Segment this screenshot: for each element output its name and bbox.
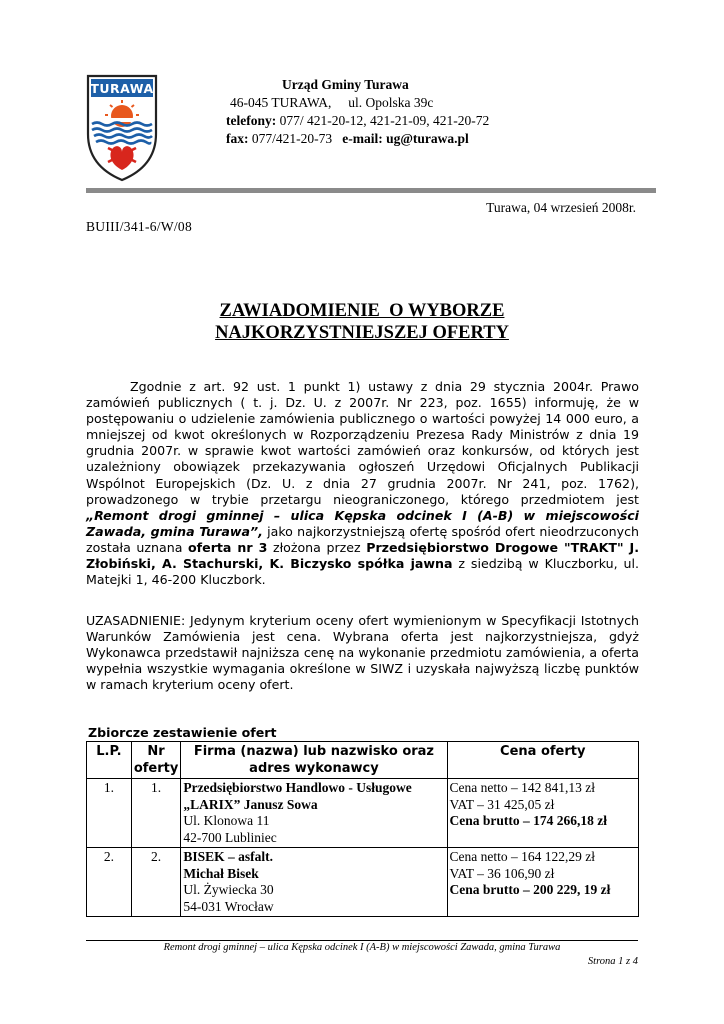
cell-lp: 1. <box>87 779 132 848</box>
fax-value: 077/421-20-73 <box>248 131 333 146</box>
price-vat: VAT – 31 425,05 zł <box>449 796 555 812</box>
p1-offer: oferta nr 3 <box>188 539 268 555</box>
document-date: Turawa, 04 wrzesień 2008r. <box>486 200 636 215</box>
cell-contractor <box>181 779 447 848</box>
turawa-coat-of-arms-logo <box>86 74 158 182</box>
phones-value: 077/ 421-20-12, 421-21-09, 421-20-72 <box>276 113 490 128</box>
email-value: e-mail: ug@turawa.pl <box>332 131 469 146</box>
office-address: 46-045 TURAWA, ul. Opolska 39c <box>230 95 434 110</box>
letterhead <box>226 76 546 148</box>
contractor-street: Ul. Klonowa 11 <box>183 813 270 828</box>
office-fax-email <box>226 130 546 148</box>
contractor-name-1: Przedsiębiorstwo Handlowo - Usługowe <box>183 780 412 795</box>
price-gross: Cena brutto – 174 266,18 zł <box>449 813 608 828</box>
price-net: Cena netto – 142 841,13 zł <box>449 780 596 795</box>
table-header-row <box>87 742 639 779</box>
document-reference: BUIII/341-6/W/08 <box>86 219 193 234</box>
contractor-name-2: „LARIX” Janusz Sowa <box>183 796 318 812</box>
table-caption: Zbiorcze zestawienie ofert <box>88 725 277 740</box>
phones-label: telefony: <box>226 113 277 128</box>
header-contractor: Firma (nazwa) lub nazwisko oraz adres wykonawcy <box>181 742 447 779</box>
contractor-street: Ul. Żywiecka 30 <box>183 882 274 897</box>
table-row <box>87 848 639 917</box>
contractor-city: 54-031 Wrocław <box>183 898 274 914</box>
p1-intro: Zgodnie z art. 92 ust. 1 punkt 1) ustawy z dnia 29 stycznia 2004r. Prawo zamówień publicznych ( t. j. Dz. U. z 2007r. Nr 223, poz. 1655) informuję, że w postępowaniu o udzielenie zamówienia publicznego o wartości powyżej 14 000 euro, a mniejszej od kwot określonych w Rozporządzeniu Prezesa Rady Ministrów z dnia 19 grudnia 2007r. w sprawie kwot wartości zamówień oraz konkursów, od których jest uzależniony obowiązek przekazywania ogłoszeń Urzędowi Oficjalnych Publikacji Wspólnot Europejskich (Dz. U. z dnia 27 grudnia 2007r. Nr 241, poz. 1762), prowadzonego w trybie przetargu nieograniczonego, którego przedmiotem jest <box>86 379 639 507</box>
office-phones <box>226 112 546 130</box>
price-vat: VAT – 36 106,90 zł <box>449 865 555 881</box>
footer-text: Remont drogi gminnej – ulica Kępska odcinek I (A-B) w miejscowości Zawada, gmina Turawa <box>163 942 561 953</box>
fax-label: fax: <box>226 131 249 146</box>
cell-price <box>447 779 638 848</box>
paragraph-justification: UZASADNIENIE: Jedynym kryterium oceny ofert wymienionym w Specyfikacji Istotnych Warunków Zamówienia jest cena. Wybrana oferta jest najkorzystniejsza, gdyż Wykonawca przedstawił najniższa cenę na wykonanie przedmiotu zamówienia, a oferta wypełnia wszystkie wymagania określone w SIWZ i uzyskała najwyższą liczbę punktów w ramach kryterium oceny ofert. <box>86 613 639 693</box>
contractor-city: 42-700 Lubliniec <box>183 829 277 845</box>
price-net: Cena netto – 164 122,29 zł <box>449 849 596 864</box>
p1-subject: „Remont drogi gminnej – ulica Kępska odcinek I (A-B) w miejscowości Zawada, gmina Turawa”, <box>86 507 639 539</box>
title-line-2: NAJKORZYSTNIEJSZEJ OFERTY <box>215 323 509 343</box>
page-number: Strona 1 z 4 <box>587 956 638 967</box>
p1-mid: jako najkorzystniejszą ofertę spośród ofert nieodrzuconych została uznana <box>86 523 640 555</box>
contractor-name-1: BISEK – asfalt. <box>183 849 273 864</box>
header-offer-number: Nr oferty <box>131 742 181 779</box>
cell-offer-number: 2. <box>131 848 181 917</box>
cell-contractor <box>181 848 447 917</box>
contractor-name-2: Michał Bisek <box>183 865 259 881</box>
document-title <box>86 300 638 344</box>
title-line-1: ZAWIADOMIENIE O WYBORZE <box>219 301 505 321</box>
cell-lp: 2. <box>87 848 132 917</box>
table-row <box>87 779 639 848</box>
logo-text: TURAWA <box>90 81 154 96</box>
header-divider <box>86 188 656 193</box>
paragraph-notice <box>86 379 639 588</box>
offers-table <box>86 741 639 917</box>
cell-price <box>447 848 638 917</box>
footer-divider <box>86 940 638 941</box>
header-price: Cena oferty <box>447 742 638 779</box>
p1-company: Przedsiębiorstwo Drogowe "TRAKT" J. Złobiński, A. Stachurski, K. Biczysko spółka jawna <box>86 539 640 572</box>
p1-end: z siedzibą w Kluczborku, ul. Matejki 1, 46-200 Kluczbork. <box>86 556 639 588</box>
p1-mid2: złożona przez <box>267 539 367 555</box>
office-name: Urząd Gminy Turawa <box>282 77 409 92</box>
header-lp: L.P. <box>87 742 132 779</box>
price-gross: Cena brutto – 200 229, 19 zł <box>449 882 611 897</box>
cell-offer-number: 1. <box>131 779 181 848</box>
